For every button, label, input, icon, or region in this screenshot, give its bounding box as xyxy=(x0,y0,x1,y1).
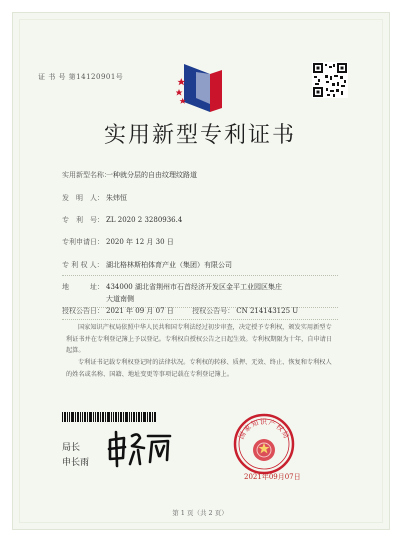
cnipa-logo-icon xyxy=(176,58,228,116)
body-paragraph: 专利证书记载专利权登记时的法律状况。专利权的转移、质押、无效、终止、恢复和专利权人的姓名或名称、国籍、地址变更等事项记载在专利登记簿上。 xyxy=(66,359,332,378)
director-name: 申长雨 xyxy=(62,458,90,468)
patent-number-label: 专 利 号： xyxy=(62,216,104,224)
grant-date-label: 授权公告日： xyxy=(62,307,104,315)
patentee-value: 湖北格林斯柏体育产业（集团）有限公司 xyxy=(106,261,232,269)
grant-number-value: CN 214143125 U xyxy=(236,307,299,315)
patent-number-value: ZL 2020 2 3280936.4 xyxy=(106,216,183,224)
barcode-icon xyxy=(62,412,156,422)
filing-date-value: 2020 年 12 月 30 日 xyxy=(106,238,174,246)
certificate-number: 证 书 号 第14120901号 xyxy=(38,73,124,81)
filing-date-label: 专利申请日： xyxy=(62,238,104,246)
qr-code-icon xyxy=(312,62,348,98)
official-seal-icon xyxy=(232,412,296,476)
inventor-row xyxy=(62,193,127,203)
divider xyxy=(62,275,338,276)
seal-text: 国家知识产权局 xyxy=(237,418,291,441)
divider xyxy=(62,319,338,320)
handwritten-signature-icon xyxy=(104,428,176,468)
address-row xyxy=(62,282,282,292)
utility-name-row xyxy=(62,170,197,180)
seal-date: 2021年09月07日 xyxy=(244,473,301,481)
utility-name-label: 实用新型名称： xyxy=(62,171,111,179)
patentee-label: 专 利 权 人： xyxy=(62,261,104,269)
grant-number-label: 授权公告号： xyxy=(192,307,235,315)
inventor-label: 发 明 人： xyxy=(62,194,104,202)
address-value-line1: 434000 湖北省荆州市石首经济开发区金平工业园区集庄 xyxy=(106,283,282,291)
address-row-continued xyxy=(106,294,134,304)
inventor-value: 朱炜恒 xyxy=(106,194,127,202)
grant-date-value: 2021 年 09 月 07 日 xyxy=(106,307,174,315)
grant-row xyxy=(62,306,298,316)
address-value-line2: 大道南侧 xyxy=(106,295,134,303)
certificate-title: 实用新型专利证书 xyxy=(103,123,296,148)
director-title: 局长 xyxy=(62,443,81,453)
address-label: 地 址： xyxy=(62,283,104,291)
body-paragraph: 国家知识产权局依照中华人民共和国专利法经过初步审查，决定授予专利权，颁发实用新型专利证书并在专利登记簿上予以登记。专利权自授权公告之日起生效。专利权期限为十年，自申请日起算。 xyxy=(66,324,333,354)
filing-date-row xyxy=(62,237,174,247)
utility-name-value: 一种就分层的自由纹理纹路道 xyxy=(106,171,197,179)
patent-number-row xyxy=(62,215,182,225)
page-indicator: 第 1 页（共 2 页） xyxy=(172,509,228,517)
patentee-row xyxy=(62,260,232,270)
